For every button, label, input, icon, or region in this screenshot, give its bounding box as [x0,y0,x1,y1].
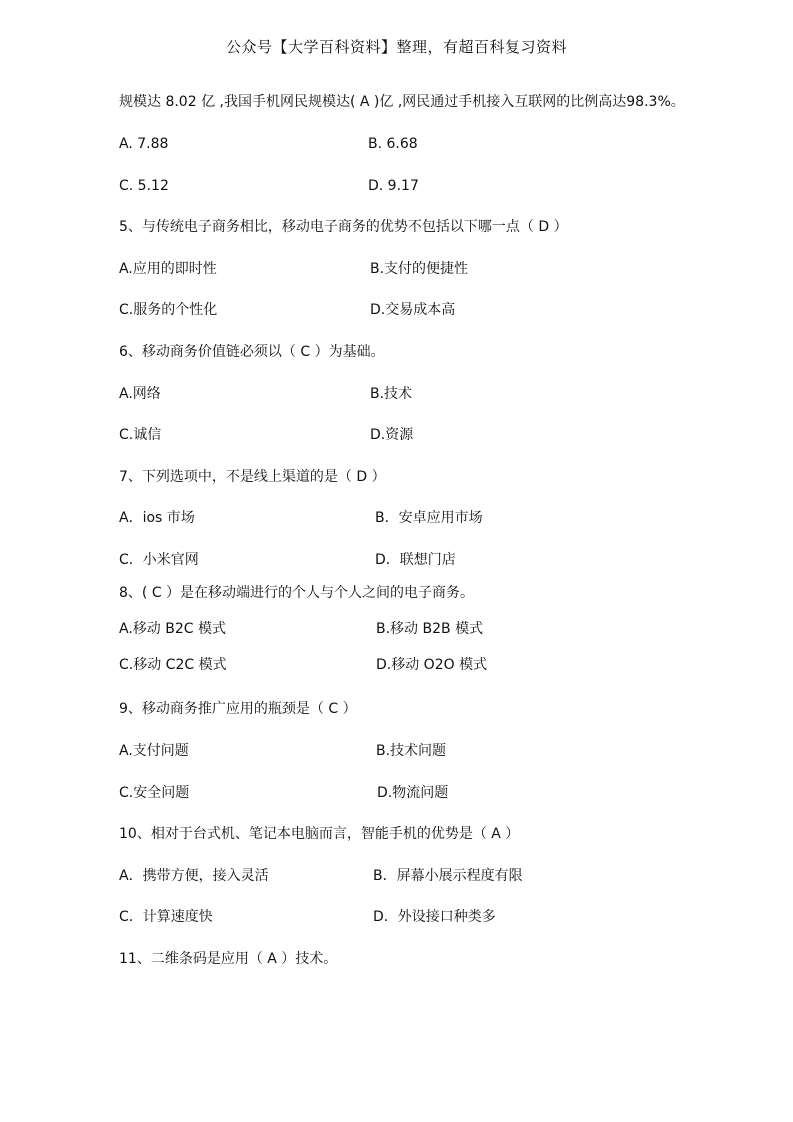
q5-option-c: C.服务的个性化 [119,302,218,318]
q10-option-d: D．外设接口种类多 [373,909,496,925]
q4-option-c: C. 5.12 [119,178,169,194]
q5-option-b: B.支付的便捷性 [370,261,469,277]
question-7: 7、下列选项中，不是线上渠道的是（ D ） [119,469,386,485]
question-5: 5、与传统电子商务相比，移动电子商务的优势不包括以下哪一点（ D ） [119,219,568,235]
q8-option-b: B.移动 B2B 模式 [376,621,484,637]
q5-option-a: A.应用的即时性 [119,261,217,277]
q8-option-d: D.移动 O2O 模式 [376,657,488,673]
question-10: 10、相对于台式机、笔记本电脑而言，智能手机的优势是（ A ） [119,826,520,842]
q6-option-b: B.技术 [370,386,413,402]
q9-option-a: A.支付问题 [119,743,189,759]
q5-option-d: D.交易成本高 [370,302,456,318]
q8-option-a: A.移动 B2C 模式 [119,621,226,637]
question-4-tail: 规模达 8.02 亿 ,我国手机网民规模达( A )亿 ,网民通过手机接入互联网的比例高达98.3%。 [119,94,685,110]
q7-option-b: B．安卓应用市场 [375,510,483,526]
question-8: 8、( C ）是在移动端进行的个人与个人之间的电子商务。 [119,585,475,601]
q6-option-c: C.诚信 [119,427,162,443]
q7-option-a: A．ios 市场 [119,510,195,526]
page-header: 公众号【大学百科资料】整理，有超百科复习资料 [225,38,567,56]
q9-option-b: B.技术问题 [376,743,447,759]
q6-option-a: A.网络 [119,386,161,402]
question-11: 11、二维条码是应用（ A ）技术。 [119,951,338,967]
question-6: 6、移动商务价值链必须以（ C ）为基础。 [119,344,385,360]
q4-option-d: D. 9.17 [368,178,419,194]
q7-option-c: C．小米官网 [119,552,199,568]
q4-option-b: B. 6.68 [368,136,418,152]
q4-option-a: A. 7.88 [119,136,169,152]
question-9: 9、移动商务推广应用的瓶颈是（ C ） [119,701,357,717]
q10-option-a: A．携带方便，接入灵活 [119,868,269,884]
q7-option-d: D．联想门店 [375,552,456,568]
q6-option-d: D.资源 [370,427,414,443]
q10-option-c: C．计算速度快 [119,909,213,925]
q10-option-b: B．屏幕小展示程度有限 [373,868,523,884]
q9-option-c: C.安全问题 [119,785,190,801]
q9-option-d: D.物流问题 [377,785,449,801]
q8-option-c: C.移动 C2C 模式 [119,657,227,673]
